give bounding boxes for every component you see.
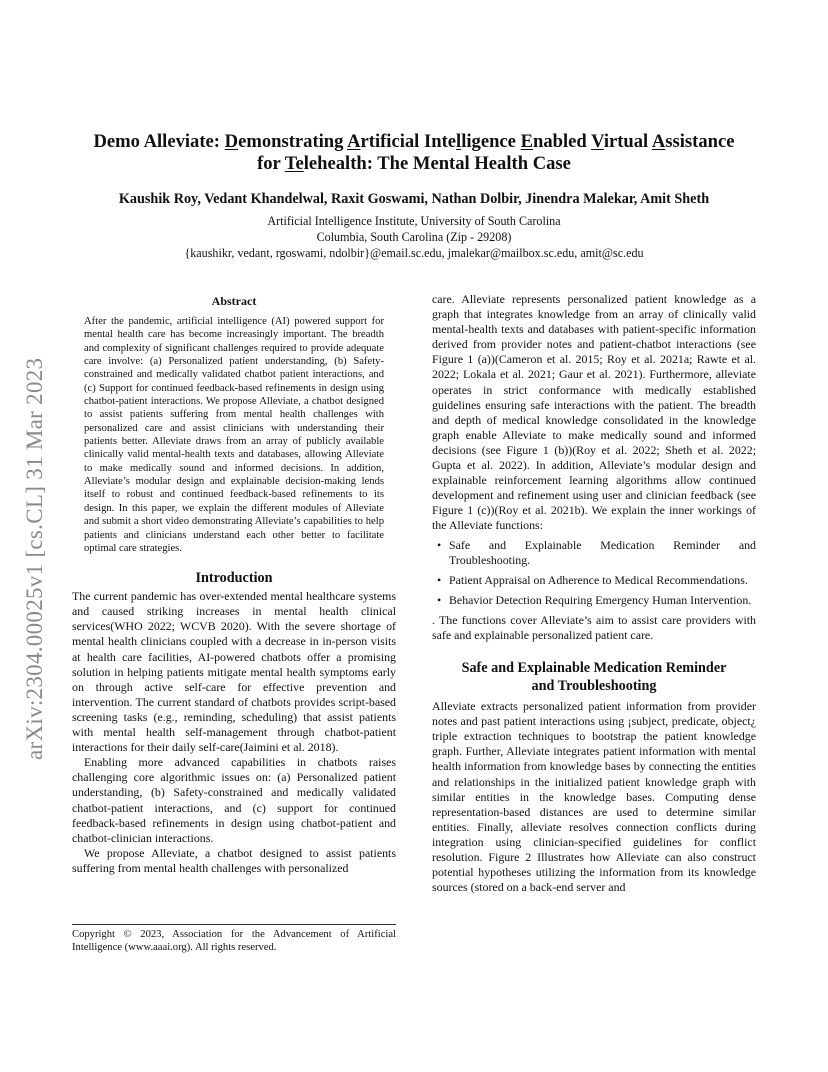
title-fragment: ssistance	[665, 131, 735, 152]
paper-title	[60, 131, 768, 175]
section-heading-medication-reminder	[432, 659, 756, 695]
affiliation-block	[60, 213, 768, 261]
functions-summary-paragraph: . The functions cover Alleviate’s aim to assist care providers with safe and explainable personalized patient care.	[432, 612, 756, 642]
section-heading-line-1: Safe and Explainable Medication Reminder	[461, 660, 727, 677]
title-line-1	[60, 131, 768, 153]
arxiv-identifier-stamp: arXiv:2304.00025v1 [cs.CL] 31 Mar 2023	[22, 357, 47, 760]
left-column	[72, 294, 396, 876]
bullet-text: Behavior Detection Requiring Emergency Human Intervention.	[449, 592, 752, 607]
bullet-dot-icon: •	[437, 537, 442, 552]
author-list: Kaushik Roy, Vedant Khandelwal, Raxit Goswami, Nathan Dolbir, Jinendra Malekar, Amit Sheth	[118, 191, 710, 207]
bullet-item	[432, 538, 756, 568]
introduction-heading: Introduction	[195, 570, 273, 587]
functions-bullet-list	[432, 538, 756, 608]
bullet-dot-icon: •	[437, 592, 442, 607]
bullet-text: Safe and Explainable Medication Reminder and Troubleshooting.	[449, 537, 756, 567]
introduction-paragraph-1: The current pandemic has over-extended mental healthcare systems and caused striking increases in mental health clinical services(WHO 2022; WCVB 2020). With the severe shortage of mental health clinicians coupled with a decrease in in-person visits at health care facilities, AI-powered chatbots offer a promising solution in helping patients mitigate mental health symptoms early on through active self-care for effective prevention and intervention. The current standard of chatbots provides script-based screening tasks (e.g., reminding, scheduling) that assist patients with mental health self-management through chatbot-patient interactions for their daily self-care(Jaimini et al. 2018).	[72, 589, 396, 755]
title-fragment: lehealth: The Mental Health Case	[303, 153, 571, 174]
affiliation-location: Columbia, South Carolina (Zip - 29208)	[316, 230, 512, 244]
title-underlined-letter: l	[456, 131, 462, 152]
copyright-footnote: Copyright © 2023, Association for the Advancement of Artificial Intelligence (www.aaai.org). All rights reserved.	[72, 924, 396, 955]
title-fragment: irtual	[603, 131, 652, 152]
section-heading-line-2: and Troubleshooting	[531, 678, 657, 695]
title-fragment: nabled	[533, 131, 592, 152]
title-fragment: for	[257, 153, 285, 174]
abstract-text: After the pandemic, artificial intelligence (AI) powered support for mental health care has become increasingly important. The breadth and complexity of significant challenges required to provide adequate care involve: (a) Personalized patient understanding, (b) Safety-constrained and medically validated chatbot patient interactions, and (c) Support for continued feedback-based refinements in design using chatbot-patient interactions. We propose Alleviate, a chatbot designed to assist patients suffering from mental health challenges with personalized care and assist clinicians with understanding their patients better. Alleviate draws from an array of publicly available clinically valid mental-health texts and databases, allowing Alleviate to make medically sound and informed decisions. In addition, Alleviate’s modular design and explainable decision-making lends itself to robust and continued feedback-based refinements to its design. In this paper, we explain the different modules of Alleviate and submit a short video demonstrating Alleviate’s capabilities to help patients and clinicians understand each other better to facilitate optimal care strategies.	[84, 316, 384, 554]
title-underlined-letter: D	[224, 131, 239, 152]
title-underlined-letter: E	[520, 131, 533, 152]
affiliation-institute: Artificial Intelligence Institute, University of South Carolina	[267, 214, 561, 228]
abstract-heading: Abstract	[211, 294, 257, 308]
title-underlined-letter: A	[651, 131, 666, 152]
title-fragment: ligence	[461, 131, 521, 152]
bullet-text: Patient Appraisal on Adherence to Medical Recommendations.	[449, 572, 748, 587]
title-fragment: Demo Alleviate:	[93, 131, 225, 152]
introduction-paragraph-3: We propose Alleviate, a chatbot designed to assist patients suffering from mental health challenges with personalized	[72, 845, 396, 875]
title-underlined-letter: A	[347, 131, 361, 152]
continued-paragraph: care. Alleviate represents personalized patient knowledge as a graph that integrates knowledge from an array of clinically valid mental-health texts and databases with patient-specific information derived from provider notes and patient-chatbot interactions (see Figure 1 (a))(Cameron et al. 2015; Roy et al. 2021a; Rawte et al. 2022; Lokala et al. 2021; Gaur et al. 2021). Furthermore, alleviate operates in strict conformance with medically established guidelines ensuring safe interactions with the patient. The breadth and depth of medical knowledge consolidated in the knowledge graph enable Alleviate to make medically sound and informed decisions (see Figure 1 (b))(Roy et al. 2022; Sheth et al. 2022; Gupta et al. 2022). In addition, Alleviate’s modular design and explainable reinforcement learning algorithms allow continued development and refinement using user and clinician feedback (see Figure 1 (c))(Roy et al. 2021b). We explain the inner workings of the Alleviate functions:	[432, 292, 756, 533]
bullet-item	[432, 573, 756, 588]
medication-reminder-paragraph: Alleviate extracts personalized patient information from provider notes and past patient interactions using ¡subject, predicate, object¿ triple extraction techniques to bootstrap the patient knowledge graph. Further, Alleviate integrates patient information with mental health information from knowledge bases by connecting the entities and relationships in the initialized patient knowledge graph with similar entities in the knowledge bases. Computing dense representation-based distances are used to determine similar entities. Finally, alleviate resolves connection conflicts during integration using clinician-specified guidelines for conflict resolution. Figure 2 Illustrates how Alleviate can also construct potential hypotheses utilizing the information from its knowledge sources (stored on a back-end server and	[432, 699, 756, 895]
bullet-item	[432, 593, 756, 608]
title-underlined-letter: V	[591, 131, 604, 152]
title-underlined-letters: Te	[284, 153, 304, 174]
right-column	[432, 292, 756, 895]
title-fragment: rtificial Inte	[360, 131, 457, 152]
affiliation-emails: {kaushikr, vedant, rgoswami, ndolbir}@email.sc.edu, jmalekar@mailbox.sc.edu, amit@sc.edu	[184, 246, 644, 260]
title-fragment: nstrating	[271, 131, 348, 152]
bullet-dot-icon: •	[437, 572, 442, 587]
title-fragment: emo	[238, 131, 272, 152]
title-line-2	[60, 153, 768, 175]
introduction-paragraph-2: Enabling more advanced capabilities in chatbots raises challenging core algorithmic issues on: (a) Personalized patient understanding, (b) Safety-constrained and medically validated chatbot-patient interactions, and (c) support for continued feedback-based refinements in design using chatbot-patient and chatbot-clinician interactions.	[72, 755, 396, 845]
